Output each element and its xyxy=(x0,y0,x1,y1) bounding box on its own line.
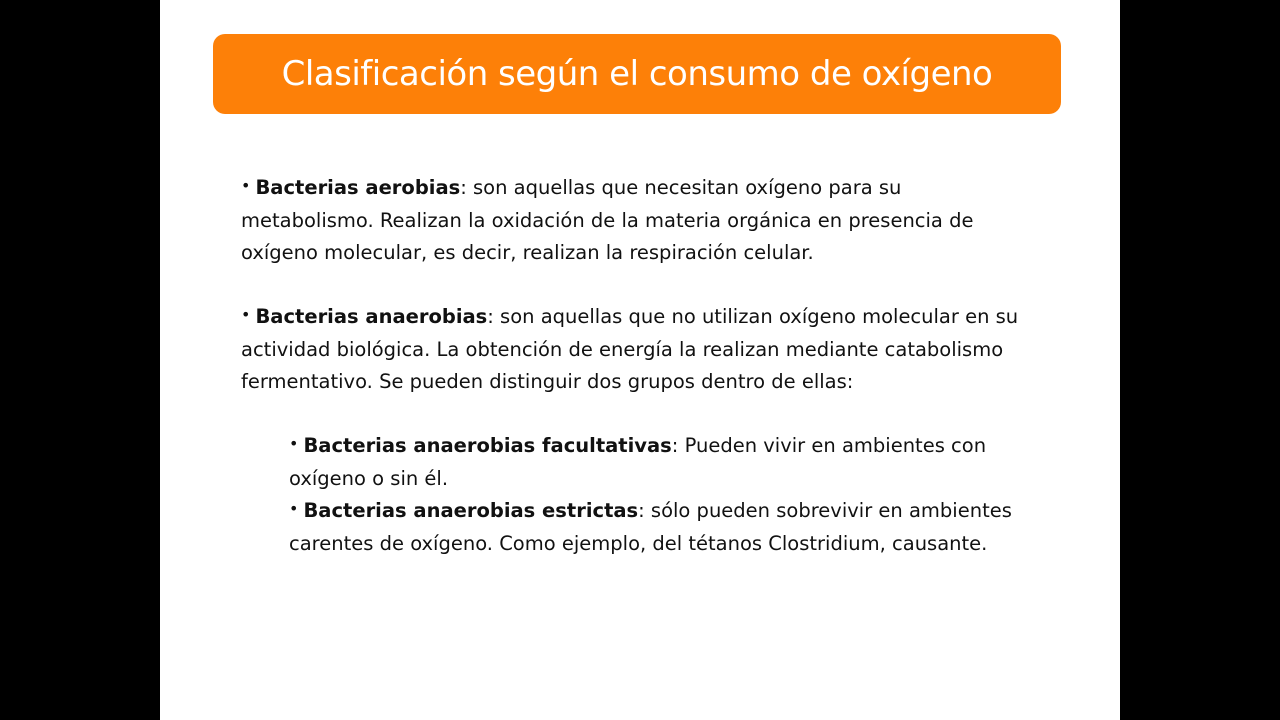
bullet-aerobias xyxy=(241,172,1031,269)
slide-body xyxy=(241,172,1031,560)
term-estrictas: Bacterias anaerobias estrictas xyxy=(303,499,639,522)
slide xyxy=(160,0,1120,720)
title-banner xyxy=(213,34,1061,114)
sub-bullet-facultativas xyxy=(289,430,1031,495)
sub-bullet-estrictas xyxy=(289,495,1031,560)
bullet-anaerobias xyxy=(241,301,1031,398)
description-estrictas: : sólo pueden sobrevivir en ambientes carentes de oxígeno. Como ejemplo, del tétanos Clostridium, causante. xyxy=(289,499,1012,555)
description-aerobias: : son aquellas que necesitan oxígeno para su metabolismo. Realizan la oxidación de la materia orgánica en presencia de oxígeno molecular, es decir, realizan la respiración celular. xyxy=(241,176,974,264)
description-facultativas: : Pueden vivir en ambientes con oxígeno o sin él. xyxy=(289,434,987,490)
bullet-dot-icon: • xyxy=(241,305,251,324)
term-facultativas: Bacterias anaerobias facultativas xyxy=(303,434,672,457)
term-aerobias: Bacterias aerobias xyxy=(255,176,461,199)
paragraph-spacer xyxy=(241,398,1031,430)
bullet-dot-icon: • xyxy=(289,434,299,453)
bullet-dot-icon: • xyxy=(289,499,299,518)
term-anaerobias: Bacterias anaerobias xyxy=(255,305,488,328)
paragraph-spacer xyxy=(241,269,1031,301)
bullet-dot-icon: • xyxy=(241,176,251,195)
description-anaerobias: : son aquellas que no utilizan oxígeno molecular en su actividad biológica. La obtención de energía la realizan mediante catabolismo fermentativo. Se pueden distinguir dos grupos dentro de ellas: xyxy=(241,305,1019,393)
slide-title: Clasificación según el consumo de oxígeno xyxy=(281,54,993,94)
